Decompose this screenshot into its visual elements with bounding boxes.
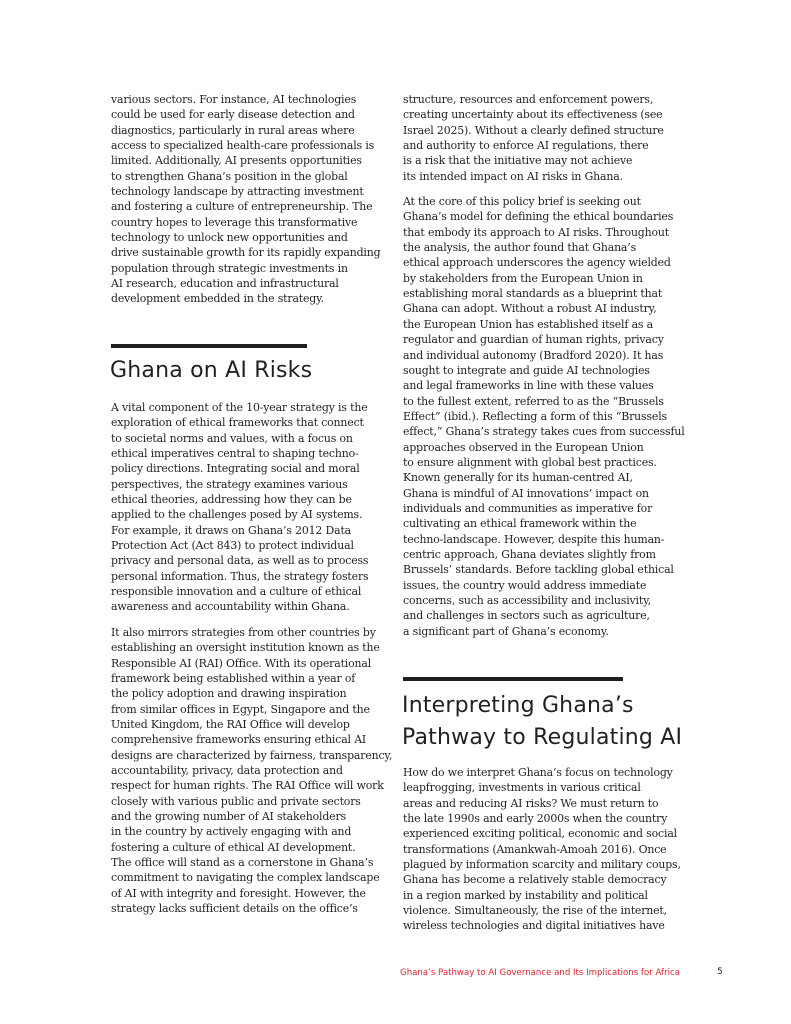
text-line: framework being established within a year of [111, 671, 356, 685]
text-line: country hopes to leverage this transformative [111, 215, 358, 229]
text-line: violence. Simultaneously, the rise of the internet, [403, 904, 667, 918]
text-line: awareness and accountability within Ghana. [111, 600, 350, 614]
text-line: structure, resources and enforcement powers, [403, 93, 654, 106]
text-line: regulator and guardian of human rights, privacy [403, 333, 664, 347]
text-line: personal information. Thus, the strategy fosters [111, 569, 369, 583]
text-line: How do we interpret Ghana’s focus on technology [403, 766, 673, 779]
text-line: concerns, such as accessibility and inclusivity, [403, 594, 651, 607]
text-line: individuals and communities as imperative for [403, 501, 653, 515]
text-line: closely with various public and private sectors [111, 794, 361, 808]
text-line: to the fullest extent, referred to as the “Brussels [403, 394, 664, 408]
right-paragraph-2 [403, 194, 685, 639]
text-line: ethical theories, addressing how they can be [111, 493, 352, 507]
text-line: could be used for early disease detection and [111, 108, 355, 122]
text-line: the analysis, the author found that Ghana’s [403, 241, 637, 255]
text-line: approaches observed in the European Union [403, 440, 644, 454]
text-line: limited. Additionally, AI presents opportunities [111, 154, 362, 168]
text-line: comprehensive frameworks ensuring ethical AI [111, 733, 367, 747]
text-line: privacy and personal data, as well as to process [111, 554, 369, 568]
text-line: access to specialized health-care professionals is [111, 139, 375, 153]
text-line: of AI with integrity and foresight. However, the [111, 886, 366, 900]
text-line: drive sustainable growth for its rapidly expanding [111, 246, 381, 260]
text-line: centric approach, Ghana deviates slightly from [403, 547, 656, 561]
section-rule-left [111, 344, 307, 348]
text-line: establishing an oversight institution known as the [111, 641, 380, 655]
text-line: It also mirrors strategies from other countries by [111, 625, 376, 639]
text-line: Ghana has become a relatively stable democracy [403, 873, 667, 887]
text-line: a significant part of Ghana’s economy. [403, 624, 609, 638]
section-heading-interpreting: Interpreting Ghana’s Pathway to Regulating AI [402, 693, 683, 750]
text-line: by stakeholders from the European Union in [403, 271, 643, 285]
text-line: A vital component of the 10-year strategy is the [111, 401, 368, 414]
text-line: diagnostics, particularly in rural areas where [111, 123, 355, 137]
text-line: the European Union has established itself as a [403, 317, 654, 331]
text-line: Responsible AI (RAI) Office. With its operational [111, 656, 372, 670]
text-line: technology to unlock new opportunities and [111, 231, 348, 245]
text-line: is a risk that the initiative may not achieve [403, 154, 633, 168]
ai-risks-paragraph-1 [111, 400, 389, 615]
text-line: respect for human rights. The RAI Office will work [111, 779, 384, 793]
text-line: Ghana is mindful of AI innovations’ impact on [403, 486, 649, 500]
text-line: responsible innovation and a culture of ethical [111, 585, 362, 599]
interpreting-paragraph [403, 765, 681, 934]
text-line: Ghana’s model for defining the ethical boundaries [403, 210, 674, 224]
text-line: applied to the challenges posed by AI systems. [111, 508, 363, 522]
text-line: the late 1990s and early 2000s when the country [403, 812, 668, 826]
text-line: Known generally for its human-centred AI, [403, 471, 633, 485]
text-line: and challenges in sectors such as agriculture, [403, 609, 650, 623]
text-line: techno-landscape. However, despite this human- [403, 532, 665, 546]
text-line: exploration of ethical frameworks that connect [111, 416, 364, 430]
text-line: from similar offices in Egypt, Singapore and the [111, 702, 370, 716]
text-line: to societal norms and values, with a focus on [111, 431, 353, 445]
text-line: that embody its approach to AI risks. Throughout [403, 225, 669, 239]
text-line: The office will stand as a cornerstone in Ghana’s [111, 855, 374, 869]
text-line: to ensure alignment with global best practices. [403, 455, 657, 469]
text-line: creating uncertainty about its effectiveness (see [403, 108, 663, 122]
text-line: ethical approach underscores the agency wielded [403, 256, 671, 270]
text-line: establishing moral standards as a blueprint that [403, 287, 663, 301]
right-paragraph-1 [403, 92, 681, 184]
text-line: experienced exciting political, economic and social [403, 827, 677, 841]
right-body [403, 92, 685, 639]
text-line: Israel 2025). Without a clearly defined structure [403, 123, 664, 137]
text-line: and authority to enforce AI regulations, there [403, 139, 649, 153]
text-line: policy directions. Integrating social and moral [111, 462, 360, 476]
text-line: and the growing number of AI stakeholders [111, 809, 346, 823]
text-line: AI research, education and infrastructural [111, 277, 339, 291]
text-line: cultivating an ethical framework within the [403, 517, 637, 531]
text-line: strategy lacks sufficient details on the office’s [111, 902, 358, 915]
text-line: plagued by information scarcity and military coups, [403, 858, 681, 872]
text-line: various sectors. For instance, AI technologies [111, 93, 357, 106]
text-line: Brussels’ standards. Before tackling global ethical [403, 563, 674, 577]
text-line: accountability, privacy, data protection and [111, 763, 343, 777]
text-line: United Kingdom, the RAI Office will develop [111, 717, 350, 731]
page-number: 5 [717, 967, 723, 977]
text-line: and fostering a culture of entrepreneurship. The [111, 200, 373, 214]
text-line: perspectives, the strategy examines various [111, 477, 348, 491]
text-line: in the country by actively engaging with and [111, 825, 352, 839]
text-line: sought to integrate and guide AI technologies [403, 363, 650, 377]
text-line: development embedded in the strategy. [111, 292, 324, 306]
ai-risks-paragraph-2 [111, 625, 393, 917]
text-line: issues, the country would address immediate [403, 578, 647, 592]
text-line: At the core of this policy brief is seeking out [403, 195, 641, 209]
text-line: areas and reducing AI risks? We must return to [403, 796, 659, 810]
section-rule-right [403, 677, 623, 681]
text-line: and individual autonomy (Bradford 2020). It has [403, 348, 664, 362]
text-line: Protection Act (Act 843) to protect individual [111, 539, 354, 553]
text-line: Effect” (ibid.). Reflecting a form of this “Brussels [403, 409, 667, 423]
text-line: technology landscape by attracting investment [111, 185, 364, 199]
text-line: commitment to navigating the complex landscape [111, 871, 380, 885]
text-line: population through strategic investments in [111, 261, 348, 275]
left-body [111, 400, 393, 916]
left-intro-paragraph [111, 92, 389, 307]
text-line: effect,” Ghana’s strategy takes cues from successful [403, 425, 685, 439]
text-line: to strengthen Ghana’s position in the global [111, 169, 348, 183]
text-line: wireless technologies and digital initiatives have [403, 919, 665, 933]
text-line: the policy adoption and drawing inspiration [111, 687, 347, 701]
section-heading-ai-risks: Ghana on AI Risks [110, 358, 313, 383]
text-line: in a region marked by instability and political [403, 888, 648, 902]
text-line: leapfrogging, investments in various critical [403, 781, 641, 795]
text-line: transformations (Amankwah-Amoah 2016). Once [403, 842, 667, 856]
text-line: Ghana can adopt. Without a robust AI industry, [403, 302, 657, 316]
text-line: fostering a culture of ethical AI development. [111, 840, 356, 854]
text-line: and legal frameworks in line with these values [403, 379, 654, 393]
text-line: For example, it draws on Ghana’s 2012 Data [111, 523, 352, 537]
running-footer-title: Ghana’s Pathway to AI Governance and Its Implications for Africa [400, 968, 680, 978]
text-line: designs are characterized by fairness, transparency, [111, 748, 393, 762]
text-line: its intended impact on AI risks in Ghana. [403, 169, 623, 183]
text-line: ethical imperatives central to shaping techno- [111, 447, 359, 461]
